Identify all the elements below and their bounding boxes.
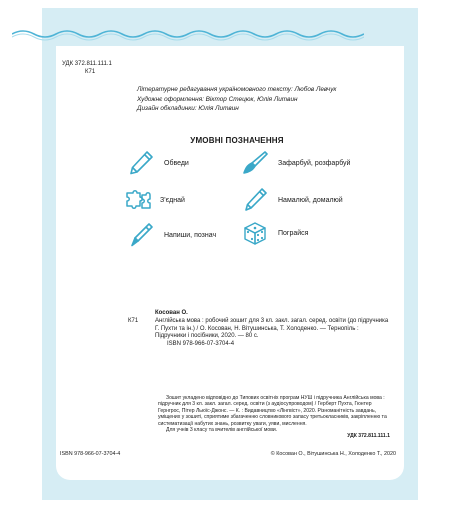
credit-line: Літературне редагування україномовного тексту: Любов Левчук bbox=[137, 86, 337, 93]
credits bbox=[137, 85, 336, 114]
symbol-label: Зафарбуй, розфарбуй bbox=[278, 159, 351, 167]
credit-line: Дизайн обкладинки: Юлія Литвин bbox=[137, 105, 239, 113]
symbol-color bbox=[242, 150, 350, 176]
symbol-label: Пограйся bbox=[278, 229, 309, 237]
k71-code: К71 bbox=[85, 69, 96, 75]
udk-header bbox=[62, 60, 112, 76]
symbol-label: З'єднай bbox=[160, 196, 185, 204]
catalog-author: Косован О. bbox=[155, 310, 188, 316]
udk-code: УДК 372.811.111.1 bbox=[62, 61, 112, 67]
catalog-code: К71 bbox=[128, 317, 139, 324]
wave-divider bbox=[12, 26, 364, 42]
pencil-icon bbox=[128, 150, 154, 176]
symbol-label: Напиши, познач bbox=[164, 231, 217, 239]
symbols-title: УМОВНІ ПОЗНАЧЕННЯ bbox=[190, 136, 284, 145]
symbol-draw bbox=[242, 187, 343, 213]
pen-icon bbox=[128, 222, 154, 248]
footer-copyright: © Косован О., Вітушинська Н., Холоденко Т., 2020 bbox=[270, 451, 396, 457]
symbol-trace bbox=[128, 150, 189, 176]
footer-isbn: ISBN 978-966-07-3704-4 bbox=[60, 451, 121, 457]
catalog-body: Англійська мова : робочий зошит для 3 кл. закл. загал. серед. освіти (до підручника Г. Пухти та ін.) / О. Косован, Н. Вітушинська, Т. Холоденко. — Тернопіль : Підручники і посібники, 2020. — 80 с. bbox=[155, 317, 389, 340]
annotation-udk: УДК 372.811.111.1 bbox=[347, 433, 390, 440]
catalog-row bbox=[128, 318, 390, 341]
symbol-write bbox=[128, 222, 216, 248]
symbol-label: Намалюй, домалюй bbox=[278, 196, 343, 204]
catalog-isbn: ISBN 978-966-07-3704-4 bbox=[167, 341, 235, 348]
brush-icon bbox=[242, 150, 268, 176]
catalog-record bbox=[128, 310, 390, 349]
annotation-audience: Для учнів 3 класу та вчителів англійської мови. bbox=[166, 427, 278, 434]
annotation bbox=[158, 395, 390, 440]
annotation-text: Зошит укладено відповідно до Типових освітніх програм НУШ і підручника Англійська мова : підручник для 3 кл. закл. загал. серед. освіти (з аудіосупроводом) / Герберт Пухта, Гюнтер Гернгрос, Пітер Льюїс-Джонс. — К. : Видавництво «Лінгвіст», 2020. Різноманітність завдань, уміщених у зошиті, сприятиме збагаченню словникового запасу третьокласників, закріпленню та систематизації набутих знань, розвитку уваги, уяви, мислення. bbox=[158, 395, 387, 427]
puzzle-icon bbox=[122, 187, 154, 213]
symbol-label: Обведи bbox=[164, 159, 189, 167]
dice-icon bbox=[242, 220, 268, 246]
credit-line: Художнє оформлення: Віктор Стецюк, Юлія Литвин bbox=[137, 95, 298, 103]
symbol-play bbox=[242, 220, 308, 246]
pencil-icon bbox=[242, 187, 268, 213]
symbol-connect bbox=[122, 187, 185, 213]
